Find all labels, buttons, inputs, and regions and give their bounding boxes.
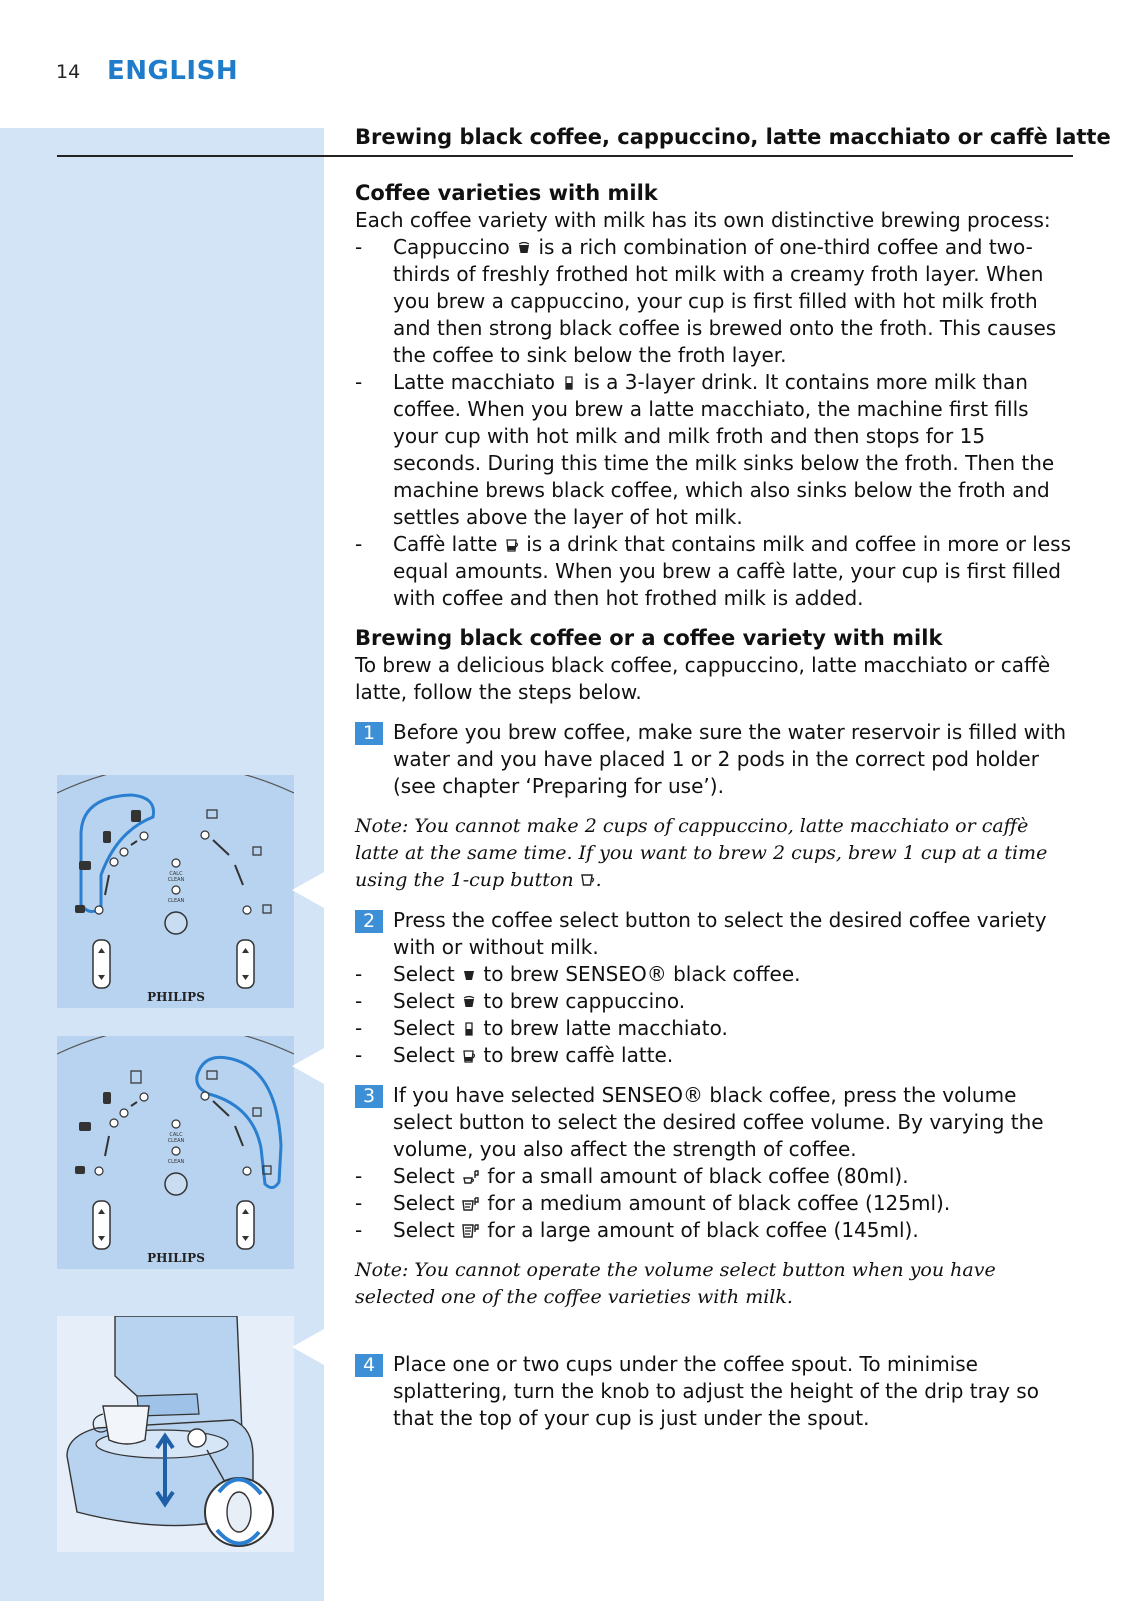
select-button-icon	[237, 1201, 254, 1249]
cappuccino-icon	[461, 994, 477, 1010]
step-3-options	[355, 1163, 1075, 1244]
step-2-options	[355, 961, 1075, 1069]
section-title: Brewing black coffee, cappuccino, latte macchiato or caffè latte	[355, 125, 1111, 149]
list-item: - Cappuccino is a rich combination of one-third coffee and two-thirds of freshly frothed hot milk with a creamy froth layer. When you brew a cappuccino, your cup is first filled with hot milk froth and then strong black coffee is brewed onto the froth. This causes the coffee to sink below the froth layer.	[355, 235, 1057, 367]
step-text: Press the coffee select button to select the desired coffee variety with or without milk.	[393, 908, 1047, 959]
list-item: - Select for a small amount of black coffee (80ml).	[355, 1164, 909, 1188]
step-number: 4	[355, 1354, 383, 1377]
one-cup-icon	[580, 872, 596, 888]
list-item: - Select to brew SENSEO® black coffee.	[355, 962, 801, 986]
control-panel-figure-milk	[57, 775, 294, 1008]
varieties-heading: Coffee varieties with milk	[355, 181, 658, 205]
step-text: Place one or two cups under the coffee spout. To minimise splattering, turn the knob to adjust the height of the drip tray so that the top of your cup is just under the spout.	[393, 1352, 1039, 1430]
clean-label-2: CLEAN	[167, 898, 185, 904]
step-4	[355, 1351, 1075, 1432]
control-panel-illustration	[57, 775, 294, 1008]
step-number: 2	[355, 910, 383, 933]
step-text: If you have selected SENSEO® black coffee, press the volume select button to select the desired coffee volume. By varying the volume, you also affect the strength of coffee.	[393, 1083, 1044, 1161]
varieties-intro: Each coffee variety with milk has its own distinctive brewing process:	[355, 208, 1051, 232]
list-item: - Select to brew latte macchiato.	[355, 1016, 728, 1040]
variety-description: is a rich combination of one-third coffee and two-thirds of freshly frothed hot milk with a creamy froth layer. When you brew a cappuccino, your cup is first filled with hot milk froth and then strong black coffee is brewed onto the froth. This causes the coffee to sink below the froth layer.	[393, 235, 1057, 367]
volume-button-icon	[93, 940, 110, 988]
variety-description: is a 3-layer drink. It contains more milk than coffee. When you brew a latte macchiato, the machine first fills your cup with hot milk and milk froth and then stops for 15 seconds. During this time the milk sinks below the froth. Then the machine brews black coffee, which also sinks below the froth and settles above the layer of hot milk.	[393, 370, 1055, 529]
clean-label: CLEAN	[167, 1138, 185, 1144]
brewing-intro: To brew a delicious black coffee, cappuccino, latte macchiato or caffè latte, follow the steps below.	[355, 653, 1051, 704]
step-text: Before you brew coffee, make sure the water reservoir is filled with water and you have placed 1 or 2 pods in the correct pod holder (see chapter ‘Preparing for use’).	[393, 720, 1067, 798]
list-item: - Select to brew caffè latte.	[355, 1043, 674, 1067]
step-2	[355, 907, 1075, 961]
calc-label: CALC	[169, 1132, 183, 1138]
variety-name: Cappuccino	[393, 235, 510, 259]
varieties-list	[355, 234, 1075, 612]
list-item: - Select for a large amount of black coffee (145ml).	[355, 1218, 919, 1242]
note-two-cups: Note: You cannot make 2 cups of cappuccino, latte macchiato or caffè latte at the same time. If you want to brew 2 cups, brew 1 cup at a time using the 1-cup button .	[355, 815, 1048, 891]
note-volume: Note: You cannot operate the volume select button when you have selected one of the coffee varieties with milk.	[355, 1259, 996, 1308]
callout-pointer	[292, 1048, 324, 1084]
main-content	[355, 124, 1075, 1432]
brand-logo: PHILIPS	[147, 990, 205, 1004]
variety-name: Latte macchiato	[393, 370, 556, 394]
page-number: 14	[56, 61, 81, 83]
medium-cup-icon	[461, 1196, 481, 1212]
power-button-icon	[165, 1173, 187, 1195]
machine-illustration	[57, 1316, 294, 1552]
list-item: - Caffè latte is a drink that contains milk and coffee in more or less equal amounts. When you brew a caffè latte, your cup is first filled with coffee and then hot frothed milk is added.	[355, 532, 1071, 610]
caffe-latte-icon	[461, 1048, 477, 1064]
step-number: 3	[355, 1085, 383, 1108]
latte-macchiato-icon	[461, 1021, 477, 1037]
control-panel-illustration-2	[57, 1036, 294, 1269]
clean-label-2: CLEAN	[167, 1159, 185, 1165]
callout-pointer	[292, 872, 324, 908]
step-3	[355, 1082, 1075, 1163]
caffe-latte-icon	[504, 537, 520, 553]
clean-label: CLEAN	[167, 877, 185, 883]
cappuccino-icon	[516, 240, 532, 256]
step-1	[355, 719, 1075, 800]
power-button-icon	[165, 912, 187, 934]
variety-name: Caffè latte	[393, 532, 498, 556]
small-cup-icon	[461, 1169, 481, 1185]
brand-logo: PHILIPS	[147, 1251, 205, 1265]
cup-icon	[103, 1406, 149, 1444]
list-item: - Select for a medium amount of black coffee (125ml).	[355, 1191, 951, 1215]
variety-description: is a drink that contains milk and coffee in more or less equal amounts. When you brew a caffè latte, your cup is first filled with coffee and then hot frothed milk is added.	[393, 532, 1071, 610]
list-item: - Latte macchiato is a 3-layer drink. It contains more milk than coffee. When you brew a latte macchiato, the machine first fills your cup with hot milk and milk froth and then stops for 15 seconds. During this time the milk sinks below the froth. Then the machine brews black coffee, which also sinks below the froth and settles above the layer of hot milk.	[355, 370, 1055, 529]
callout-pointer	[292, 1329, 324, 1365]
calc-label: CALC	[169, 871, 183, 877]
select-button-icon	[237, 940, 254, 988]
large-cup-icon	[461, 1223, 481, 1239]
brewing-heading: Brewing black coffee or a coffee variety with milk	[355, 626, 943, 650]
black-coffee-icon	[461, 967, 477, 983]
volume-button-icon	[93, 1201, 110, 1249]
language-heading: ENGLISH	[107, 56, 239, 86]
latte-macchiato-icon	[561, 375, 577, 391]
machine-drip-tray-figure	[57, 1316, 294, 1552]
list-item: - Select to brew cappuccino.	[355, 989, 686, 1013]
step-number: 1	[355, 722, 383, 745]
control-panel-figure-volume	[57, 1036, 294, 1269]
